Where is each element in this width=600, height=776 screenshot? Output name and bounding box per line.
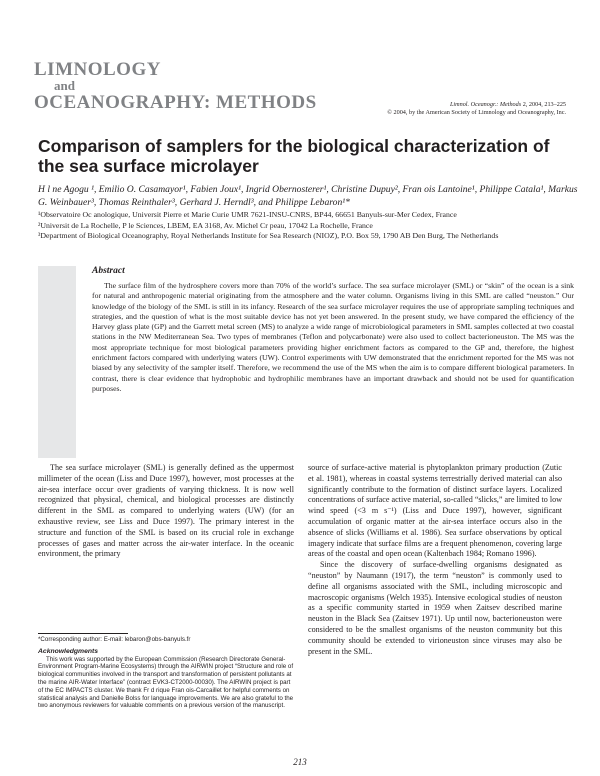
citation-line [387, 101, 566, 109]
body-paragraph: source of surface-active material is phytoplankton primary production (Zutic et al. 1981), whereas in coastal systems terrestrially derived material can also significantly contribute to the formation of distinct surface layers. Localized concentrations of surface active material, so-called “slicks,” are limited to low wind speed (<3 m s⁻¹) (Liss and Duce 1997), however, significant accumulation of organic matter at the air-sea interface occurs also in the absence of slicks (Williams et al. 1986). Sea surface observations by optical imagery indicate that surface films are a frequent phenomenon, covering large areas of the coastal and open ocean (Kaltenbach 1984; Romano 1996). [308, 463, 562, 559]
body-paragraph: The sea surface microlayer (SML) is generally defined as the uppermost millimeter of the ocean (Liss and Duce 1997), however, most processes at the air-sea interface occur over gradients of varying thickness. It is now well recognized that physical, chemical, and biological processes are distinctly different in the SML as compared to underlying waters (UW) (for an exhaustive review, see Liss and Duce 1997). The primary interest in the structure and function of the SML is based on its crucial role in exchange processes of gases and matter across the air-water interface. In the oceanic environment, the primary [38, 463, 294, 559]
corresponding-author-note: *Corresponding author: E-mail: lebaron@obs-banyuls.fr [38, 636, 191, 643]
journal-name-line1: LIMNOLOGY [34, 59, 161, 80]
copyright-line: © 2004, by the American Society of Limnology and Oceanography, Inc. [387, 109, 566, 116]
body-column-right [308, 463, 562, 657]
paper-title: Comparison of samplers for the biological characterization of the sea surface microlayer [38, 136, 550, 176]
author-list: H l ne Agogu ¹, Emilio O. Casamayor¹, Fabien Joux¹, Ingrid Obernosterer¹, Christine Dupuy², Fran ois Lantoine¹, Philippe Catala¹, Markus G. Weinbauer³, Thomas Reinthaler³, Gerhard J. Herndl³, and Philippe Lebaron¹* [38, 184, 578, 208]
acknowledgments-text: This work was supported by the European Commission (Research Directorate General-Environment Program-Marine Ecosystems) through the AIRWIN project “Structure and role of biological communities involved in the transport and transformation of persistent pollutants at the marine AIR-Water Interface” (contract EVK3-CT2000-00030). The AIRWIN project is part of the EC IMPACTS cluster. We thank Fr d rique Fran ois-Carcaillet for helpful comments on statistical analysis and Danielle Bolss for language improvements. We are also grateful to the two anonymous reviewers for valuable comments on a previous version of the manuscript. [38, 655, 294, 710]
citation-block [387, 101, 566, 117]
body-column-left [38, 463, 294, 560]
affiliation-1: ¹Observatoire Oc anologique, Universit Pierre et Marie Curie UMR 7621-INSU-CNRS, BP44, 66651 Banyuls-sur-Mer Cedex, France [38, 210, 457, 219]
journal-logo [34, 60, 334, 114]
journal-name-line3: OCEANOGRAPHY: METHODS [34, 92, 317, 113]
abstract-side-bar [38, 266, 76, 458]
body-paragraph: Since the discovery of surface-dwelling organisms designated as “neuston” by Naumann (1917), the term “neuston” is commonly used to define all organisms associated with the SML, including microscopic and macroscopic organisms (Welch 1935). Intensive ecological studies of neuston as a specific community started in 1959 when Zaitsev described marine neuston in the Black Sea (Zaitsev 1971). Up until now, bacterioneuston were considered to be the smallest organisms of the neuston community but this community should be extended to virioneuston since viruses may also be present in the SML. [308, 560, 562, 656]
affiliations [38, 210, 578, 242]
footnotes [38, 636, 294, 710]
citation-journal: Limnol. Oceanogr.: Methods [449, 101, 522, 108]
affiliation-3: ³Department of Biological Oceanography, Royal Netherlands Institute for Sea Research (NIOZ), P.O. Box 59, 1790 AB Den Burg, The Netherlands [38, 231, 499, 241]
affiliation-2: ²Universit de La Rochelle, P le Sciences, LBEM, EA 3168, Av. Michel Cr peau, 17042 La Rochelle, France [38, 220, 373, 230]
acknowledgments-heading: Acknowledgments [38, 647, 99, 655]
abstract-text: The surface film of the hydrosphere covers more than 70% of the world’s surface. The sea surface microlayer (SML) or “skin” of the ocean is a sink for natural and anthropogenic material originating from the atmosphere and the water column. Organisms living in this SML are called “neuston.” Our knowledge of the biology of the SML is still in its infancy. Research of the sea surface microlayer requires the use of appropriate sampling techniques and strategies, and the question of what is the most suitable device has not yet been answered. In the present study, we have compared the efficiency of the Harvey glass plate (GP) and the Garrett metal screen (MS) to analyze a wide range of microbiological parameters in SML samples collected at two coastal stations in the NW Mediterranean Sea. Two types of membranes (Teflon and polycarbonate) were also used to collect bacterioneuston. The MS was the most appropriate technique for most biological parameters providing higher enrichment factors as compared to the GP and, therefore, the highest enrichment factors compared with underlying waters (UW). Control experiments with UW demonstrated that the enrichment reported for the MS was not biased by any selectivity of the sampler itself. Therefore, we recommend the use of the MS when the aim is to compare different biological parameters. In contrast, there is clear evidence that hydrophobic and hydrophilic membranes have an important drawback and should not be used for quantification purposes. [92, 281, 574, 393]
page-number: 213 [293, 757, 307, 767]
citation-volume: 2, 2004, 213–225 [521, 101, 566, 108]
journal-name-line2: and [54, 78, 75, 93]
footnote-divider [38, 633, 128, 634]
abstract-heading: Abstract [92, 266, 125, 276]
abstract-section [38, 266, 572, 458]
